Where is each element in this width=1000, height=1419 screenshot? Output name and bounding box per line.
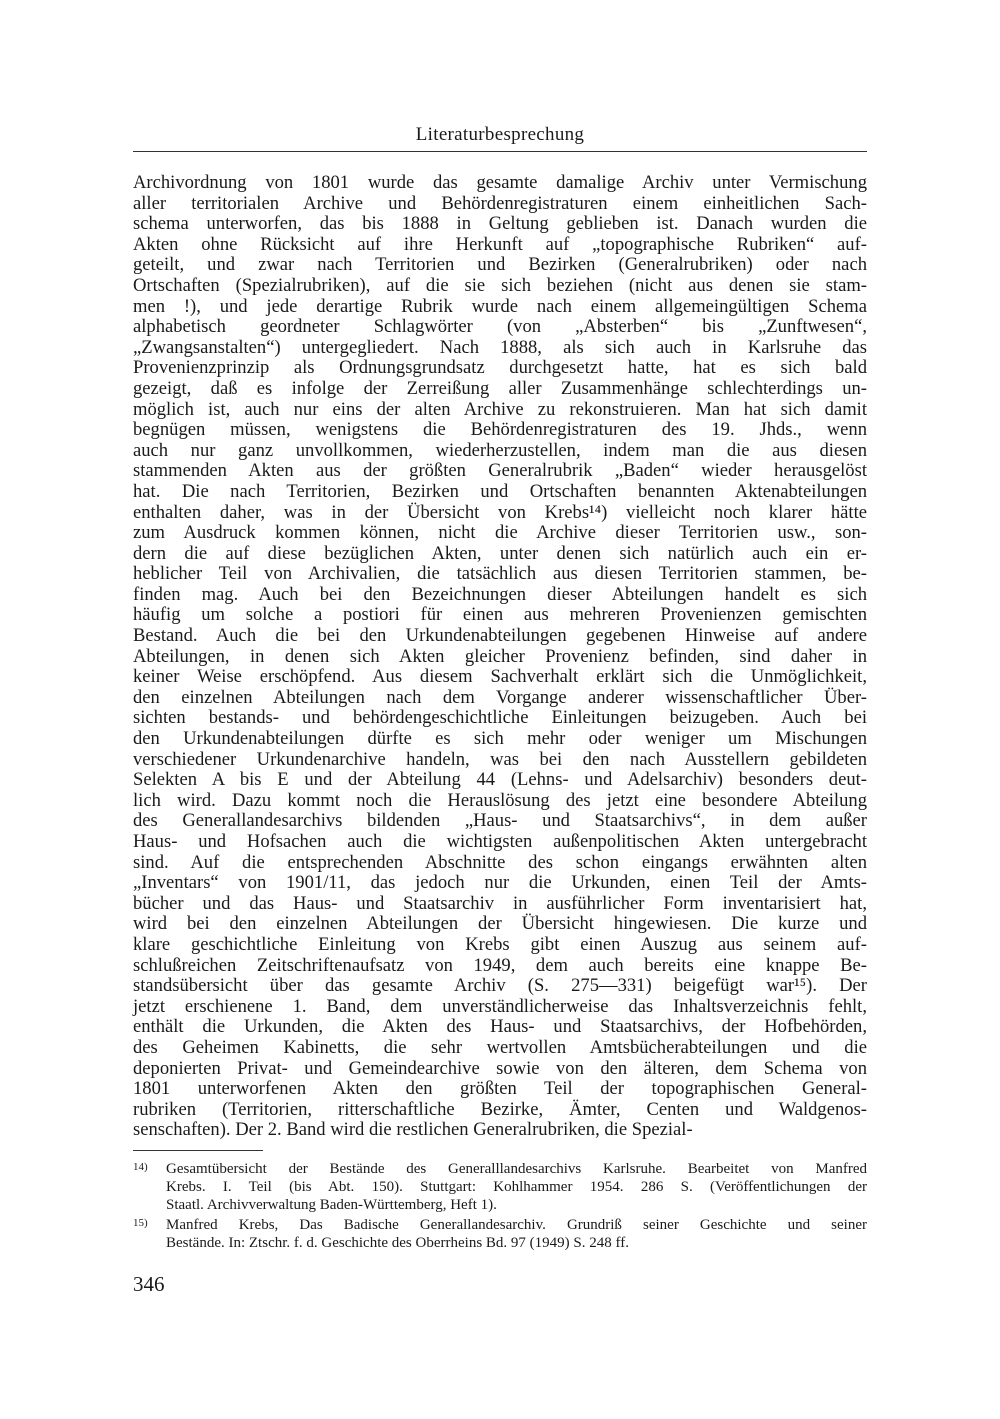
body-line: des Geheimen Kabinetts, die sehr wertvollen Amtsbücherabteilungen und die — [133, 1036, 867, 1058]
body-line: möglich ist, auch nur eins der alten Archive zu rekonstruieren. Man hat sich damit — [133, 398, 867, 420]
body-line: wird bei den einzelnen Abteilungen der Übersicht hingewiesen. Die kurze und — [133, 913, 867, 935]
footnote-line: Krebs. I. Teil (bis Abt. 150). Stuttgart: Kohlhammer 1954. 286 S. (Veröffentlichungen der — [166, 1179, 867, 1195]
body-line: gezeigt, daß es infolge der Zerreißung aller Zusammenhänge schlechterdings un- — [133, 377, 867, 399]
body-line: häufig um solche a postiori für einen aus mehreren Provenienzen gemischten — [133, 604, 867, 626]
body-line: alphabetisch geordneter Schlagwörter (von „Absterben“ bis „Zunftwesen“, — [133, 316, 867, 338]
body-line: Akten ohne Rücksicht auf ihre Herkunft auf „topographische Rubriken“ auf- — [133, 233, 867, 255]
body-line: schema unterworfen, das bis 1888 in Geltung geblieben ist. Danach wurden die — [133, 213, 867, 235]
footnote-line: Bestände. In: Ztschr. f. d. Geschichte des Oberrheins Bd. 97 (1949) S. 248 ff. — [166, 1235, 629, 1251]
footnote-mark: 15) — [133, 1217, 148, 1229]
body-line: Bestand. Auch die bei den Urkundenabteilungen gegebenen Hinweise auf andere — [133, 625, 867, 647]
body-line: Selekten A bis E und der Abteilung 44 (Lehns- und Adelsarchiv) besonders deut- — [133, 769, 867, 791]
body-line: enthalten daher, was in der Übersicht von Krebs¹⁴) vielleicht noch klarer hätte — [133, 501, 867, 523]
body-line: Haus- und Hofsachen auch die wichtigsten außenpolitischen Akten untergebracht — [133, 831, 867, 852]
body-line: jetzt erschienene 1. Band, dem unverständlicherweise das Inhaltsverzeichnis fehlt, — [133, 995, 867, 1017]
body-line: geteilt, und zwar nach Territorien und Bezirken (Generalrubriken) oder nach — [133, 254, 867, 276]
body-line: den einzelnen Abteilungen nach dem Vorgange anderer wissenschaftlicher Über- — [133, 686, 867, 708]
body-line: enthält die Urkunden, die Akten des Haus- und Staatsarchivs, der Hofbehörden, — [133, 1016, 867, 1038]
footnote-line: Gesamtübersicht der Bestände des Generalllandesarchivs Karlsruhe. Bearbeitet von Manfred — [166, 1161, 867, 1177]
header-rule — [133, 151, 867, 152]
footnote-rule — [133, 1150, 263, 1151]
body-line: heblicher Teil von Archivalien, die tatsächlich aus diesen Territorien stammen, be- — [133, 563, 867, 585]
body-line: Abteilungen, in denen sich Akten gleicher Provenienz befinden, sind daher in — [133, 645, 867, 667]
body-line: stammenden Akten aus der größten Generalrubrik „Baden“ wieder herausgelöst — [133, 460, 867, 482]
body-line: zum Ausdruck kommen können, nicht die Archive dieser Territorien usw., son- — [133, 522, 867, 544]
body-line: Provenienzprinzip als Ordnungsgrundsatz durchgesetzt hatte, hat es sich bald — [133, 357, 867, 379]
body-line: schlußreichen Zeitschriftenaufsatz von 1949, dem auch bereits eine knappe Be- — [133, 954, 867, 976]
body-line: deponierten Privat- und Gemeindearchive sowie von den älteren, dem Schema von — [133, 1057, 867, 1079]
body-line: „Zwangsanstalten“) untergegliedert. Nach 1888, als sich auch in Karlsruhe das — [133, 336, 867, 358]
body-line: bücher und das Haus- und Staatsarchiv in ausführlicher Form inventarisiert hat, — [133, 892, 867, 914]
page-number: 346 — [133, 1272, 165, 1296]
body-line: „Inventars“ von 1901/11, das jedoch nur die Urkunden, einen Teil der Amts- — [133, 872, 867, 894]
footnotes — [133, 1160, 867, 1254]
body-line: des Generallandesarchivs bildenden „Haus- und Staatsarchivs“, in dem außer — [133, 810, 867, 832]
body-line: sichten bestands- und behördengeschichtliche Einleitungen beizugeben. Auch bei — [133, 707, 867, 729]
body-line: hat. Die nach Territorien, Bezirken und Ortschaften benannten Aktenabteilungen — [133, 480, 867, 502]
body-line: finden mag. Auch bei den Bezeichnungen dieser Abteilungen handelt es sich — [133, 583, 867, 605]
running-head: Literaturbesprechung — [415, 124, 585, 145]
body-line: lich wird. Dazu kommt noch die Herauslösung des jetzt eine besondere Abteilung — [133, 789, 867, 811]
body-line: auch nur ganz unvollkommen, wiederherzustellen, indem man die aus diesen — [133, 439, 867, 461]
footnote — [133, 1216, 867, 1252]
body-line: begnügen müssen, wenigstens die Behördenregistraturen des 19. Jhds., wenn — [133, 419, 867, 441]
body-text — [133, 173, 867, 1141]
footnote — [133, 1160, 867, 1214]
body-line: 1801 unterworfenen Akten den größten Teil der topographischen General- — [133, 1078, 867, 1100]
body-line: rubriken (Territorien, ritterschaftliche Bezirke, Ämter, Centen und Waldgenos- — [133, 1098, 867, 1120]
body-line: men !), und jede derartige Rubrik wurde nach einem allgemeingültigen Schema — [133, 295, 867, 317]
footnote-mark: 14) — [133, 1161, 148, 1173]
footnote-line: Manfred Krebs, Das Badische Generallandesarchiv. Grundriß seiner Geschichte und seiner — [166, 1217, 867, 1233]
body-line: standsübersicht über das gesamte Archiv (S. 275—331) beigefügt war¹⁵). Der — [133, 975, 867, 997]
body-line: keiner Weise erschöpfend. Aus diesem Sachverhalt erklärt sich die Unmöglichkeit, — [133, 666, 867, 688]
body-line: klare geschichtliche Einleitung von Krebs gibt einen Auszug aus seinem auf- — [133, 933, 867, 955]
body-line: dern die auf diese bezüglichen Akten, unter denen sich natürlich auch ein er- — [133, 542, 867, 564]
body-line: Archivordnung von 1801 wurde das gesamte damalige Archiv unter Vermischung — [133, 172, 867, 193]
footnote-line: Staatl. Archivverwaltung Baden-Württemberg, Heft 1). — [166, 1197, 497, 1213]
body-line: senschaften). Der 2. Band wird die restlichen Generalrubriken, die Spezial- — [133, 1119, 693, 1141]
body-line: verschiedener Urkundenarchive handeln, was bei den nach Ausstellern gebildeten — [133, 748, 867, 770]
body-line: Ortschaften (Spezialrubriken), auf die sie sich beziehen (nicht aus denen sie stam- — [133, 274, 867, 296]
body-line: den Urkundenabteilungen dürfte es sich mehr oder weniger um Mischungen — [133, 728, 867, 750]
body-line: sind. Auf die entsprechenden Abschnitte des schon eingangs erwähnten alten — [133, 851, 867, 873]
body-line: aller territorialen Archive und Behördenregistraturen einem einheitlichen Sach- — [133, 192, 867, 214]
